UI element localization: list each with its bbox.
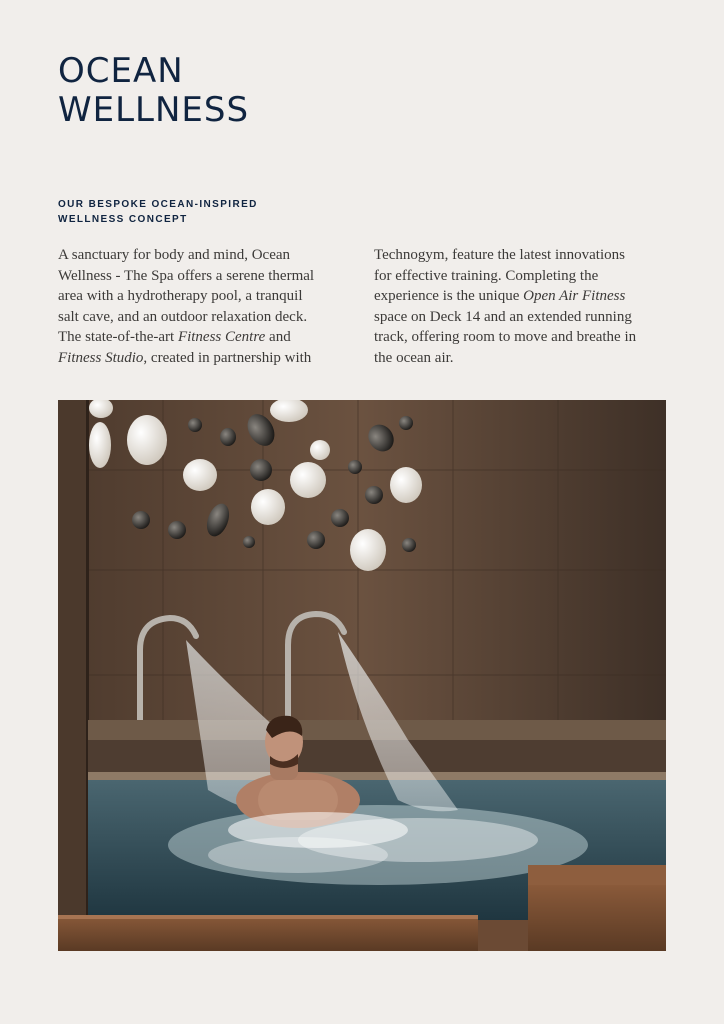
body-right-line [374, 286, 636, 307]
kicker-line-1: OUR BESPOKE OCEAN-INSPIRED [58, 199, 258, 210]
body-text: , created in partnership with [143, 349, 312, 366]
body-text: experience is the unique [374, 288, 524, 305]
spa-hydrotherapy-pool-photo-icon [58, 400, 666, 951]
title-line-2: WELLNESS [58, 90, 250, 130]
body-right-line: space on Deck 14 and an extended running [374, 308, 632, 325]
body-right-line: for effective training. Completing the [374, 267, 599, 284]
body-left-line: Wellness - The Spa offers a serene thermal [58, 267, 315, 284]
body-column-left [58, 245, 314, 369]
fitness-centre-text: Fitness Centre [177, 329, 266, 346]
body-text: and [265, 329, 291, 346]
body-text: The state-of-the-art [58, 329, 178, 346]
body-column-right [374, 245, 636, 369]
body-left-line: A sanctuary for body and mind, Ocean [58, 247, 291, 263]
kicker-line-2: WELLNESS CONCEPT [58, 214, 188, 225]
body-left-line [58, 348, 314, 369]
body-right-line: Technogym, feature the latest innovations [374, 247, 625, 263]
spa-pool-photo [58, 400, 666, 951]
section-kicker [58, 197, 258, 227]
body-right-line: the ocean air. [374, 349, 454, 366]
title-line-1: OCEAN [58, 51, 184, 91]
body-right-line: track, offering room to move and breathe in [374, 329, 637, 346]
body-left-line: salt cave, and an outdoor relaxation deck. [58, 308, 308, 325]
body-left-line: area with a hydrotherapy pool, a tranquil [58, 288, 303, 305]
body-left-line [58, 327, 314, 348]
page-title [58, 52, 249, 130]
open-air-fitness-text: Open Air Fitness [523, 288, 626, 305]
fitness-studio-text: Fitness Studio [58, 349, 144, 366]
